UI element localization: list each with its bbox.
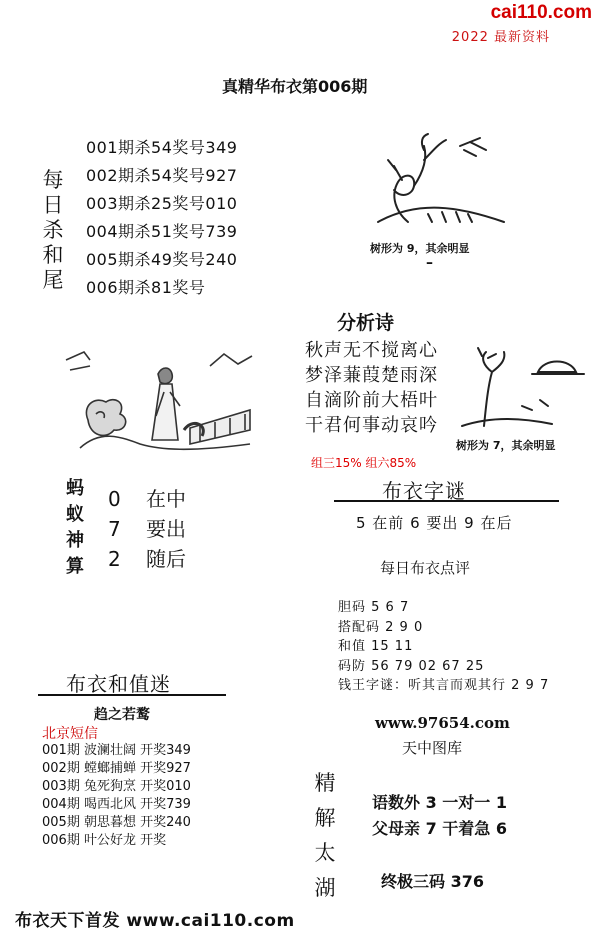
daily-review-title: 每日布衣点评 bbox=[380, 559, 471, 577]
page-title: 真精华布衣第006期 bbox=[222, 77, 368, 96]
site-logo-text: cai110.com bbox=[490, 2, 592, 23]
tree-sketch-7 bbox=[452, 336, 592, 434]
tree2-caption: 树形为 7，其余明显 bbox=[456, 439, 556, 452]
list-item: 2 随后 bbox=[108, 547, 186, 571]
year-label: 2022 最新资料 bbox=[451, 30, 550, 45]
sum-riddle-divider bbox=[38, 694, 226, 696]
daily-kill-label: 每 日 杀 和 尾 bbox=[42, 168, 64, 292]
list-item: 006期杀81奖号 bbox=[86, 278, 206, 297]
riddle-divider bbox=[334, 500, 559, 502]
tianzhong-label: 天中图库 bbox=[402, 739, 463, 757]
group-percent: 组三15% 组六85% bbox=[311, 456, 417, 470]
list-item: 002期 螳螂捕蝉 开奖927 bbox=[42, 761, 191, 776]
list-item: 003期 兔死狗烹 开奖010 bbox=[42, 779, 191, 794]
ant-prediction bbox=[108, 484, 186, 574]
poem-title: 分析诗 bbox=[337, 312, 395, 334]
list-item: 004期杀51奖号739 bbox=[86, 222, 238, 241]
scholar-illustration bbox=[60, 340, 260, 460]
riddle-answer: 5 在前 6 要出 9 在后 bbox=[356, 514, 513, 532]
daily-kill-list bbox=[86, 134, 237, 302]
list-item: 004期 喝西北风 开奖739 bbox=[42, 797, 191, 812]
list-item: 003期杀25奖号010 bbox=[86, 194, 238, 213]
beijing-sms-label: 北京短信 bbox=[42, 726, 98, 742]
list-item: 001期杀54奖号349 bbox=[86, 138, 238, 157]
riddle-lines: 语数外 3 一对一 1 父母亲 7 干着急 6 bbox=[372, 793, 507, 838]
riddle-title: 布衣字谜 bbox=[382, 479, 466, 503]
list-item: 7 要出 bbox=[108, 517, 186, 541]
ant-label: 蚂 蚁 神 算 bbox=[66, 478, 84, 577]
footer-text: 布衣天下首发 www.cai110.com bbox=[15, 911, 295, 931]
tree1-caption: 树形为 9，其余明显 bbox=[370, 242, 470, 255]
sum-riddle-subtitle: 趋之若鹜 bbox=[94, 707, 150, 723]
sms-list bbox=[42, 742, 191, 850]
list-item: 0 在中 bbox=[108, 487, 186, 511]
tree1-dash: – bbox=[426, 255, 433, 271]
site-url: www.97654.com bbox=[375, 714, 510, 732]
jingjie-label: 精 解 太 湖 bbox=[314, 771, 336, 900]
list-item: 006期 叶公好龙 开奖 bbox=[42, 833, 167, 848]
sum-riddle-title: 布衣和值迷 bbox=[66, 672, 171, 696]
list-item: 002期杀54奖号927 bbox=[86, 166, 238, 185]
list-item: 001期 波澜壮阔 开奖349 bbox=[42, 743, 191, 758]
list-item: 005期 朝思暮想 开奖240 bbox=[42, 815, 191, 830]
final-three-codes: 终极三码 376 bbox=[381, 872, 484, 891]
daily-review-list: 胆码 5 6 7 搭配码 2 9 0 和值 15 11 码防 56 79 02 67 25 钱王字谜：听其言而观其行 2 9 7 bbox=[338, 600, 550, 693]
tree-sketch-9 bbox=[368, 130, 508, 235]
list-item: 005期杀49奖号240 bbox=[86, 250, 238, 269]
poem-text: 秋声无不搅离心 梦泽蒹葭楚雨深 自滴阶前大梧叶 干君何事动哀吟 bbox=[305, 340, 438, 436]
